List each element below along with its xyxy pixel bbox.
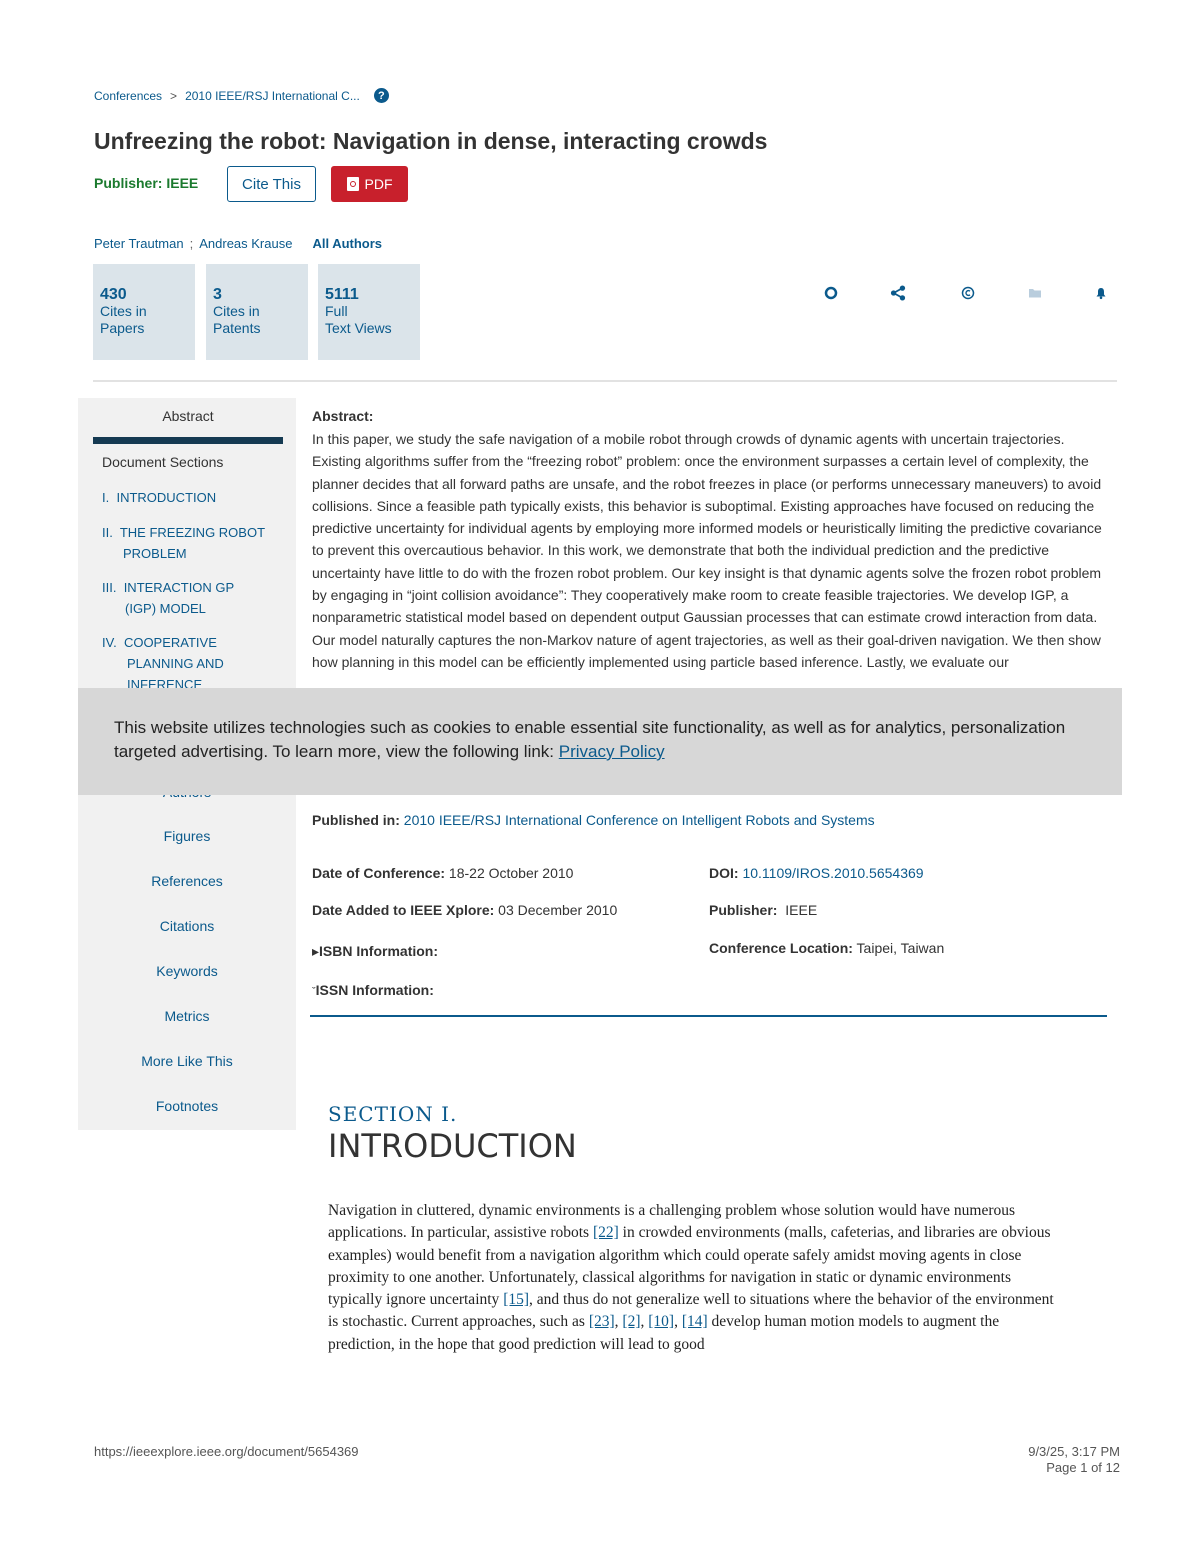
section-link-introduction[interactable] (102, 487, 216, 508)
breadcrumb-separator: > (170, 88, 178, 103)
meta-value: Taipei, Taiwan (856, 940, 945, 956)
breadcrumb-conferences[interactable]: Conferences (94, 88, 163, 103)
section-link-freezing-robot[interactable] (102, 522, 265, 564)
citation-link[interactable]: [23] (588, 1313, 615, 1331)
paragraph-text: , (674, 1313, 682, 1331)
citation-link[interactable]: [22] (592, 1224, 619, 1242)
alert-icon[interactable] (823, 285, 839, 301)
section-title: INTRODUCTION (328, 1127, 577, 1165)
sidebar-link-footnotes[interactable]: Footnotes (155, 1098, 219, 1114)
cookie-text-line: This website utilizes technologies such as cookies to enable essential site functionality, as well as for analytics, personalization (114, 718, 1066, 737)
author-list (94, 236, 382, 251)
pdf-button[interactable] (331, 166, 408, 202)
section-number: II. (102, 525, 113, 540)
section-number: IV. (102, 635, 117, 650)
intro-paragraph (328, 1200, 1058, 1356)
copyright-icon[interactable] (960, 285, 976, 301)
sidebar-link-keywords[interactable]: Keywords (156, 963, 218, 979)
share-icon[interactable] (890, 285, 906, 301)
conference-location (709, 940, 944, 956)
divider (93, 380, 1117, 382)
section-number: I. (102, 490, 110, 505)
sidebar-active-indicator (93, 437, 283, 444)
metric-value: 430 (100, 286, 127, 303)
metric-label: Full (325, 303, 348, 319)
issn-toggle[interactable] (312, 982, 434, 998)
citation-link[interactable]: [14] (681, 1313, 708, 1331)
metric-full-text-views[interactable] (318, 264, 420, 360)
sidebar-link-metrics[interactable]: Metrics (164, 1008, 210, 1024)
metric-label: Papers (100, 320, 145, 336)
doi (709, 865, 924, 881)
divider (310, 1015, 1107, 1017)
section-link-igp-model[interactable] (102, 577, 234, 619)
cookie-banner-text (114, 716, 1122, 764)
chevron-down-icon: ˇ (312, 986, 316, 998)
abstract-text: In this paper, we study the safe navigation of a mobile robot through crowds of dynamic agents with uncertain trajectories. Existing algorithms suffer from the “freezing robot” problem: once the environment surpasses a certain level of complexity, the planner decides that all forward paths are unsafe, and the robot freezes in place (or performs unnecessary maneuvers) to avoid collisions. Since a feasible path typically exists, this behavior is suboptimal. Existing approaches have focused on reducing the predictive uncertainty for individual agents by employing more informed models or heuristically limiting the predictive covariance to prevent this overcautious behavior. In this work, we demonstrate that both the individual prediction and the predictive uncertainty have little to do with the frozen robot problem. Our key insight is that dynamic agents solve the frozen robot problem by engaging in “joint collision avoidance”: They cooperatively make room to create feasible trajectories. We develop IGP, a nonparametric statistical model based on dependent output Gaussian processes that can estimate crowd interaction from data. Our model naturally captures the non-Markov nature of agent trajectories, as well as their goal-driven navigation. We then show how planning in this model can be efficiently implemented using particle based inference. Lastly, we evaluate our (312, 431, 1102, 670)
meta-label: DOI: (709, 865, 739, 881)
meta-value: 18-22 October 2010 (448, 865, 574, 881)
author-separator: ; (189, 236, 194, 251)
section-label: SECTION I. (328, 1102, 458, 1126)
citation-link[interactable]: [15] (503, 1291, 530, 1309)
help-icon[interactable]: ? (374, 88, 389, 103)
section-label: PLANNING AND (127, 656, 224, 671)
paragraph-text: , and thus do not generalize well to situations where the behavior of the environment is stochastic. Current approaches, such as (328, 1291, 1054, 1331)
metric-label: Text Views (325, 320, 392, 336)
bell-icon[interactable] (1093, 285, 1109, 301)
sidebar-link-more-like-this[interactable]: More Like This (141, 1053, 233, 1069)
section-label: (IGP) MODEL (125, 601, 206, 616)
footer-url: https://ieeexplore.ieee.org/document/5654369 (94, 1444, 359, 1459)
sidebar-item-abstract[interactable]: Abstract (162, 408, 214, 424)
section-number: III. (102, 580, 117, 595)
author-link[interactable]: Andreas Krause (199, 236, 293, 251)
section-label: COOPERATIVE (123, 635, 217, 650)
folder-icon[interactable] (1027, 285, 1043, 301)
meta-label: Date of Conference: (312, 865, 446, 881)
meta-value: 03 December 2010 (498, 902, 618, 918)
doi-link[interactable]: 10.1109/IROS.2010.5654369 (742, 865, 924, 881)
metric-cites-patents[interactable] (206, 264, 308, 360)
section-label: PROBLEM (123, 546, 187, 561)
document-sections-heading: Document Sections (102, 454, 224, 470)
pdf-icon (347, 177, 359, 191)
meta-label: Published in: (312, 812, 400, 828)
breadcrumb-conference[interactable]: 2010 IEEE/RSJ International C... (185, 88, 360, 103)
published-in (312, 812, 875, 828)
paragraph-text: , (614, 1313, 623, 1331)
date-added (312, 902, 617, 918)
metric-value: 3 (213, 286, 222, 303)
meta-label: ISSN Information: (315, 982, 434, 998)
meta-label: ISBN Information: (319, 943, 439, 959)
paragraph-text: develop human motion models to augment the prediction, in the hope that good prediction will lead to good (328, 1313, 1000, 1353)
footer-datetime: 9/3/25, 3:17 PM (1028, 1444, 1120, 1459)
metric-label: Cites in (100, 303, 147, 319)
metric-label: Patents (213, 320, 261, 336)
section-label: INTERACTION GP (123, 580, 235, 595)
published-in-link[interactable]: 2010 IEEE/RSJ International Conference on Intelligent Robots and Systems (403, 812, 875, 828)
meta-label: Conference Location: (709, 940, 853, 956)
metric-label: Cites in (213, 303, 260, 319)
citation-link[interactable]: [2] (622, 1313, 641, 1331)
sidebar-link-figures[interactable]: Figures (163, 828, 211, 844)
footer-page-number: Page 1 of 12 (1046, 1460, 1120, 1475)
privacy-policy-link[interactable]: Privacy Policy (558, 742, 665, 761)
section-label: INFERENCE (127, 677, 203, 688)
paragraph-text: , (640, 1313, 649, 1331)
paragraph-text: in crowded environments (malls, cafeterias, and libraries are obvious examples) would benefit from a navigation algorithm which could operate safely amidst moving agents in close proximity to one another. Unfortunately, classical algorithms for navigation in static or dynamic environments typically ignore uncertainty (328, 1224, 1051, 1309)
metric-value: 5111 (325, 286, 359, 303)
sidebar-link-references[interactable]: References (151, 873, 223, 889)
citation-link[interactable]: [10] (648, 1313, 675, 1331)
caret-right-icon: ▸ (312, 943, 320, 959)
meta-value: IEEE (785, 902, 818, 918)
meta-publisher (709, 902, 817, 918)
all-authors-link[interactable]: All Authors (312, 236, 383, 251)
cookie-text-line: targeted advertising. To learn more, view the following link: (114, 742, 555, 761)
date-of-conference (312, 865, 573, 881)
author-link[interactable]: Peter Trautman (94, 236, 184, 251)
paragraph-text: Navigation in cluttered, dynamic environments is a challenging problem whose solution would have numerous applications. In particular, assistive robots (328, 1202, 1016, 1242)
cite-this-button[interactable]: Cite This (227, 166, 316, 202)
breadcrumb (94, 88, 389, 103)
publisher-label: Publisher: IEEE (94, 175, 199, 191)
footer-date (1028, 1444, 1120, 1476)
pdf-button-label: PDF (364, 176, 393, 192)
isbn-toggle[interactable] (312, 943, 438, 960)
page-title: Unfreezing the robot: Navigation in dense, interacting crowds (94, 128, 768, 154)
meta-label: Date Added to IEEE Xplore: (312, 902, 495, 918)
section-label: THE FREEZING ROBOT (119, 525, 266, 540)
meta-label: Publisher: (709, 902, 778, 918)
section-link-cooperative-planning[interactable] (102, 632, 224, 688)
sidebar-link-citations[interactable]: Citations (159, 918, 215, 934)
metric-cites-papers[interactable] (93, 264, 195, 360)
section-label: INTRODUCTION (116, 490, 217, 505)
abstract-heading: Abstract: (312, 408, 374, 424)
